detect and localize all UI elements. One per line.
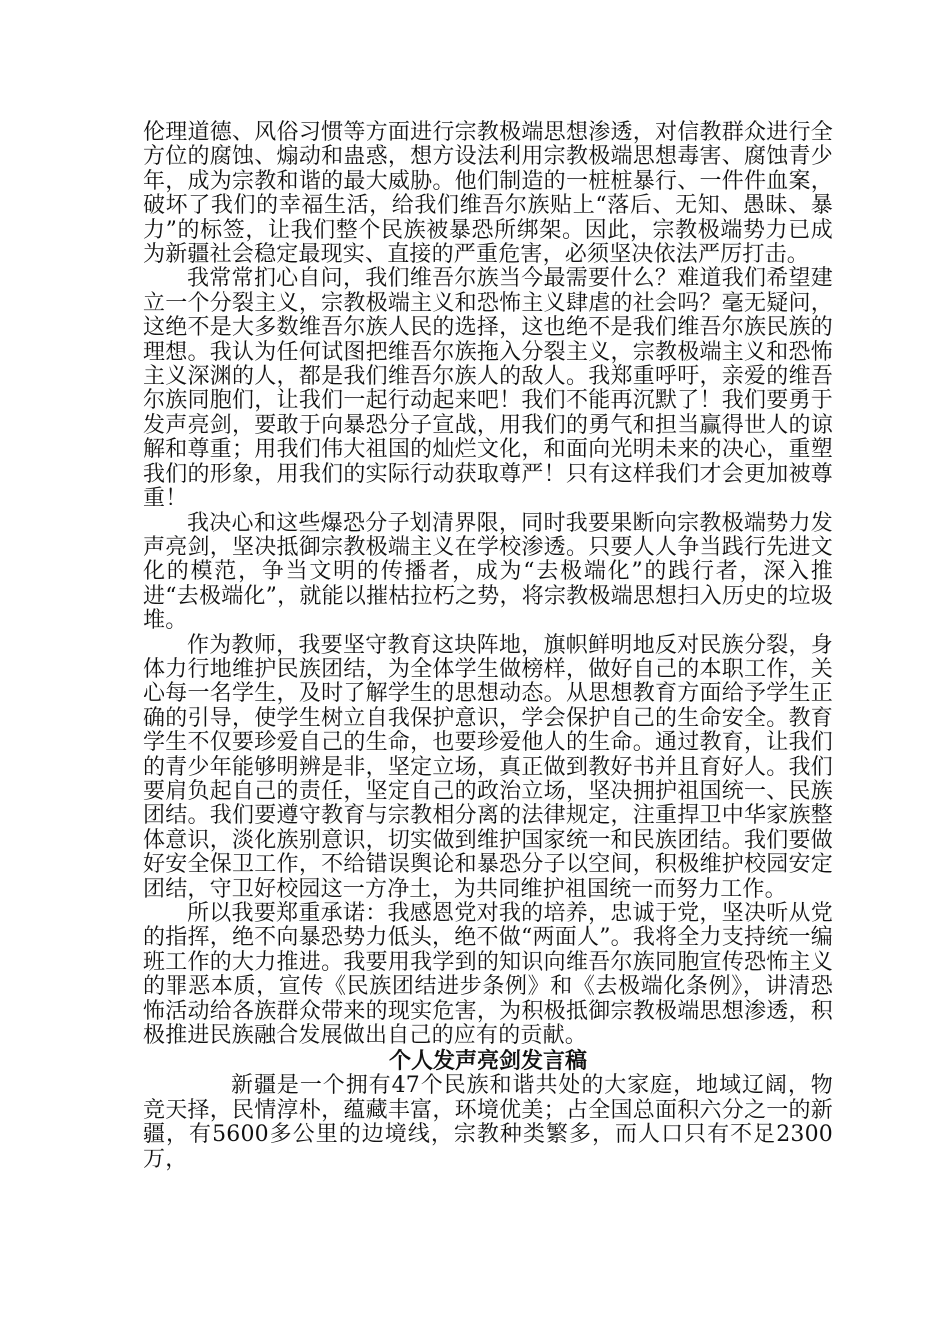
- paragraph-resolution: 我决心和这些爆恐分子划清界限，同时我要果断向宗教极端势力发声亮剑，坚决抵御宗教极端主义在学校渗透。只要人人争当践行先进文化的模范，争当文明的传播者，成为“去极端化”的践行者，深入推进“去极端化”，就能以摧枯拉朽之势，将宗教极端思想扫入历史的垃圾堆。: [143, 510, 833, 634]
- paragraph-teacher-duty: 作为教师，我要坚守教育这块阵地，旗帜鲜明地反对民族分裂，身体力行地维护民族团结，为全体学生做榜样，做好自己的本职工作，关心每一名学生，及时了解学生的思想动态。从思想教育方面给予学生正确的引导，使学生树立自我保护意识，学会保护自己的生命安全。教育学生不仅要珍爱自己的生命，也要珍爱他人的生命。通过教育，让我们的青少年能够明辨是非，坚定立场，真正做到教好书并且育好人。我们要肩负起自己的责任，坚定自己的政治立场，坚决拥护祖国统一、民族团结。我们要遵守教育与宗教相分离的法律规定，注重捍卫中华家族整体意识，淡化族别意识，切实做到维护国家统一和民族团结。我们要做好安全保卫工作，不给错误舆论和暴恐分子以空间，积极维护校园安定团结，守卫好校园这一方净土，为共同维护祖国统一而努力工作。: [143, 632, 833, 902]
- paragraph-commitment: 所以我要郑重承诺：我感恩党对我的培养，忠诚于党，坚决听从党的指挥，绝不向暴恐势力低头，绝不做“两面人”。我将全力支持统一编班工作的大力推进。我要用我学到的知识向维吾尔族同胞宣传恐怖主义的罪恶本质，宣传《民族团结进步条例》和《去极端化条例》，讲清恐怖活动给各族群众带来的现实危害，为积极抵御宗教极端思想渗透，积极推进民族融合发展做出自己的应有的贡献。: [143, 901, 833, 1049]
- paragraph-xinjiang-intro: 新疆是一个拥有47个民族和谐共处的大家庭，地域辽阔，物竞天择，民情淳朴，蕴藏丰富，环境优美；占全国总面积六分之一的新疆，有5600多公里的边境线，宗教种类繁多，而人口只有不足2300万，: [143, 1073, 833, 1172]
- paragraph-self-reflection: 我常常扪心自问，我们维吾尔族当今最需要什么？难道我们希望建立一个分裂主义，宗教极端主义和恐怖主义肆虐的社会吗？毫无疑问，这绝不是大多数维吾尔族人民的选择，这也绝不是我们维吾尔族民族的理想。我认为任何试图把维吾尔族拖入分裂主义，宗教极端主义和恐怖主义深渊的人，都是我们维吾尔族人的敌人。我郑重呼吁，亲爱的维吾尔族同胞们，让我们一起行动起来吧！我们不能再沉默了！我们要勇于发声亮剑，要敢于向暴恐分子宣战，用我们的勇气和担当赢得世人的谅解和尊重；用我们伟大祖国的灿烂文化，和面向光明未来的决心，重塑我们的形象，用我们的实际行动获取尊严！只有这样我们才会更加被尊重！: [143, 266, 833, 512]
- section-heading: 个人发声亮剑发言稿: [388, 1048, 587, 1075]
- paragraph-continued: 伦理道德、风俗习惯等方面进行宗教极端思想渗透，对信教群众进行全方位的腐蚀、煽动和蛊惑，想方设法利用宗教极端思想毒害、腐蚀青少年，成为宗教和谐的最大威胁。他们制造的一桩桩暴行、一件件血案，破坏了我们的幸福生活，给我们维吾尔族贴上“落后、无知、愚昧、暴力”的标签，让我们整个民族被暴恐所绑架。因此，宗教极端势力已成为新疆社会稳定最现实、直接的严重危害，必须坚决依法严厉打击。: [143, 120, 833, 268]
- document-page: [143, 121, 833, 1172]
